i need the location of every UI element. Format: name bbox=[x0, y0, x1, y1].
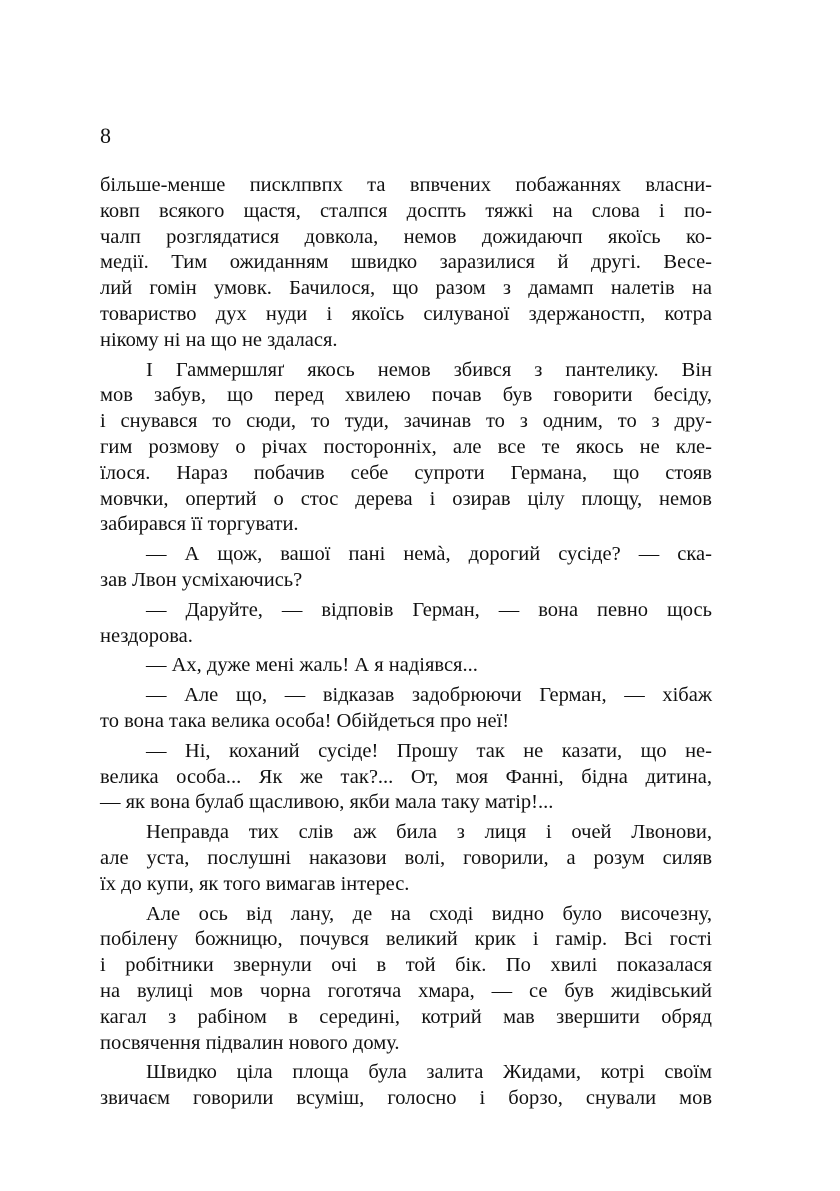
paragraph bbox=[100, 739, 712, 816]
text-line: — як вона булаб щасливою, якби мала таку матір!... bbox=[100, 791, 554, 814]
text-line: велика особа... Як же так?... От, моя Фанні, бідна дитина, bbox=[100, 765, 712, 788]
text-line: мовчки, опертий о стос дерева і озирав цілу площу, немов bbox=[100, 487, 712, 510]
text-line: побілену божницю, почувся великий крик і гамір. Всі гості bbox=[100, 928, 712, 951]
text-line: Неправда тих слів аж била з лиця і очей Лвонови, bbox=[146, 821, 712, 844]
paragraph bbox=[100, 598, 712, 650]
paragraph bbox=[100, 902, 712, 1057]
text-line: — А щож, вашої пані немà, дорогий сусіде? — ска- bbox=[146, 543, 712, 566]
text-line: нікому ні на що не здалася. bbox=[100, 328, 338, 351]
text-line: і робітники звернули очі в той бік. По хвилі показалася bbox=[100, 954, 712, 977]
text-line: але уста, послушні наказови волі, говорили, а розум силяв bbox=[100, 846, 712, 869]
paragraph bbox=[100, 173, 712, 354]
text-line: то вона така велика особа! Обійдеться про неї! bbox=[100, 709, 510, 732]
text-line: ковп всякого щастя, сталпся доспть тяжкі на слова і по- bbox=[100, 199, 712, 222]
text-line: більше-менше писклпвпх та впвчених побажаннях власни- bbox=[100, 174, 712, 196]
text-line: нездорова. bbox=[100, 624, 193, 647]
text-line: лий гомін умовк. Бачилося, що разом з дамамп налетів на bbox=[100, 277, 712, 300]
text-line: — Але що, — відказав задобрюючи Герман, — хібаж bbox=[146, 684, 712, 707]
text-line: — Ах, дуже мені жаль! А я надіявся... bbox=[146, 654, 478, 677]
paragraph bbox=[100, 683, 712, 735]
paragraph bbox=[100, 542, 712, 594]
text-line: кагал з рабіном в середині, котрий мав звершити обряд bbox=[100, 1005, 712, 1028]
text-line: на вулиці мов чорна гоготяча хмара, — се був жидівський bbox=[100, 979, 712, 1002]
text-line: медії. Тим ожиданням швидко заразилися й другі. Весе- bbox=[100, 251, 712, 274]
text-line: звичаєм говорили всуміш, голосно і борзо, снували мов bbox=[100, 1087, 712, 1110]
text-line: чалп розглядатися довкола, немов дожидаючп якоїсь ко- bbox=[100, 225, 712, 248]
text-line: забирався її торгувати. bbox=[100, 513, 299, 536]
text-line: їлося. Нараз побачив себе супроти Германа, що стояв bbox=[100, 461, 712, 484]
text-line: гим розмову о річах посторонніх, але все те якось не кле- bbox=[100, 435, 712, 458]
text-line: і снувався то сюди, то туди, зачинав то з одним, то з дру- bbox=[100, 410, 712, 433]
text-line: посвячення підвалин нового дому. bbox=[100, 1031, 400, 1054]
text-line: — Даруйте, — відповів Герман, — вона певно щось bbox=[146, 598, 712, 621]
text-line: Швидко ціла площа була залита Жидами, котрі своїм bbox=[146, 1061, 712, 1084]
paragraph bbox=[100, 358, 712, 539]
text-line: Але ось від лану, де на сході видно було височезну, bbox=[146, 902, 712, 925]
text-line: їх до купи, як того вимагав інтерес. bbox=[100, 872, 410, 895]
text-line: І Гаммершляґ якось немов збився з пантелику. Він bbox=[146, 358, 712, 381]
page-number: 8 bbox=[100, 123, 111, 148]
text-line: зав Лвон усміхаючись? bbox=[100, 568, 303, 591]
body-text bbox=[100, 173, 712, 1116]
paragraph bbox=[100, 820, 712, 897]
text-line: — Ні, коханий сусіде! Прошу так не казати, що не- bbox=[146, 739, 712, 762]
paragraph bbox=[100, 653, 712, 679]
paragraph bbox=[100, 1060, 712, 1112]
text-line: мов забув, що перед хвилею почав був говорити бесіду, bbox=[100, 384, 712, 407]
text-line: товариство дух нуди і якоїсь силуваної здержаностп, котра bbox=[100, 302, 712, 325]
